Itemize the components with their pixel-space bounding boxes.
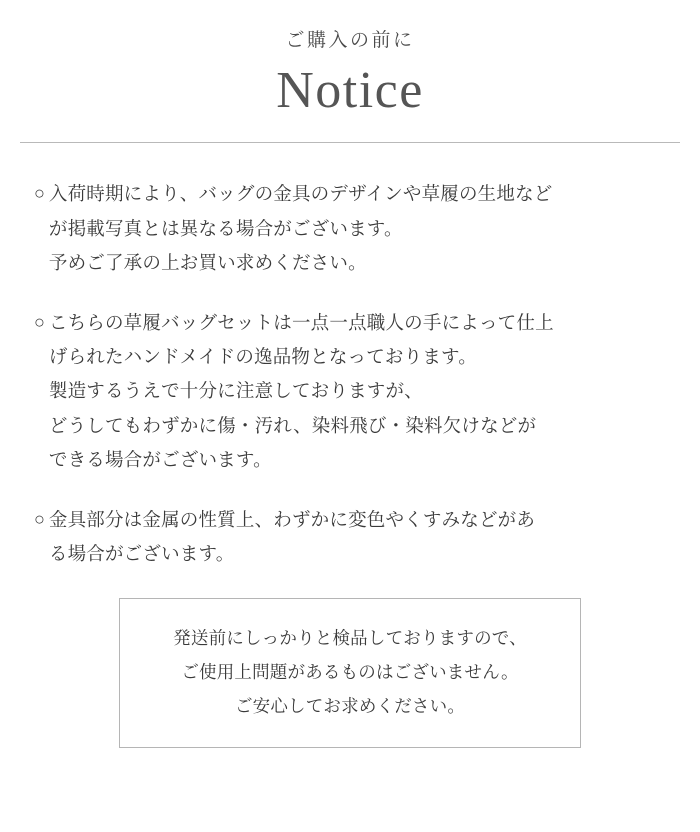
note-line: が掲載写真とは異なる場合がございます。 bbox=[48, 217, 403, 239]
note-bullet-icon: ○ bbox=[34, 312, 45, 333]
note-item bbox=[34, 177, 660, 280]
note-line: どうしてもわずかに傷・汚れ、染料飛び・染料欠けなどが bbox=[48, 414, 537, 436]
note-item bbox=[34, 306, 660, 477]
note-bullet-icon: ○ bbox=[34, 183, 45, 204]
note-text bbox=[49, 177, 660, 280]
note-line: 金具部分は金属の性質上、わずかに変色やくすみなどがあ bbox=[48, 509, 536, 531]
notes-section bbox=[0, 143, 700, 571]
note-line: る場合がございます。 bbox=[48, 543, 235, 565]
note-item bbox=[34, 503, 660, 571]
assurance-box bbox=[119, 598, 581, 748]
page-title: Notice bbox=[276, 61, 424, 119]
assurance-line: 発送前にしっかりと検品しておりますので、 bbox=[173, 627, 527, 648]
note-text bbox=[49, 306, 660, 477]
note-line: 入荷時期により、バッグの金具のデザインや草履の生地など bbox=[48, 183, 553, 205]
note-line: げられたハンドメイドの逸品物となっております。 bbox=[48, 346, 477, 368]
header-subtitle: ご購入の前に bbox=[285, 30, 415, 51]
note-line: 予めご了承の上お買い求めください。 bbox=[48, 251, 367, 273]
page-header bbox=[0, 0, 700, 120]
assurance-line: ご使用上問題があるものはございません。 bbox=[181, 661, 519, 682]
assurance-line: ご安心してお求めください。 bbox=[234, 695, 466, 716]
note-line: できる場合がございます。 bbox=[48, 448, 272, 470]
note-line: 製造するうえで十分に注意しておりますが、 bbox=[48, 380, 423, 402]
note-bullet-icon: ○ bbox=[34, 509, 45, 530]
note-text bbox=[49, 503, 660, 571]
note-line: こちらの草履バッグセットは一点一点職人の手によって仕上 bbox=[48, 312, 554, 334]
